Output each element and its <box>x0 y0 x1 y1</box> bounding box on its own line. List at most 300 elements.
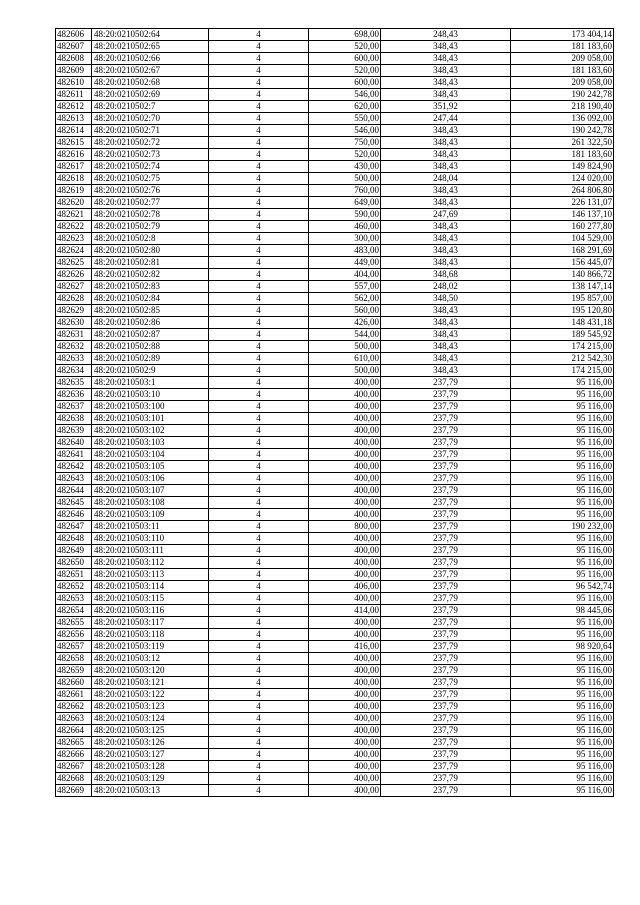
value-cell: 209 058,00 <box>511 77 614 89</box>
category-cell: 4 <box>209 485 309 497</box>
table-row <box>56 161 614 173</box>
table-row <box>56 677 614 689</box>
area-cell: 406,00 <box>309 581 381 593</box>
table-row <box>56 113 614 125</box>
cadastral-number-cell: 48:20:0210502:65 <box>92 41 209 53</box>
rate-cell: 248,02 <box>381 281 511 293</box>
category-cell: 4 <box>209 761 309 773</box>
value-cell: 95 116,00 <box>511 725 614 737</box>
table-row <box>56 701 614 713</box>
row-id-cell: 482652 <box>56 581 92 593</box>
value-cell: 95 116,00 <box>511 629 614 641</box>
category-cell: 4 <box>209 317 309 329</box>
table-row <box>56 437 614 449</box>
rate-cell: 237,79 <box>381 713 511 725</box>
area-cell: 400,00 <box>309 593 381 605</box>
category-cell: 4 <box>209 29 309 41</box>
value-cell: 226 131,07 <box>511 197 614 209</box>
area-cell: 546,00 <box>309 89 381 101</box>
row-id-cell: 482637 <box>56 401 92 413</box>
category-cell: 4 <box>209 365 309 377</box>
rate-cell: 237,79 <box>381 593 511 605</box>
rate-cell: 348,43 <box>381 197 511 209</box>
category-cell: 4 <box>209 689 309 701</box>
rate-cell: 348,43 <box>381 137 511 149</box>
table-row <box>56 473 614 485</box>
area-cell: 400,00 <box>309 569 381 581</box>
rate-cell: 348,43 <box>381 53 511 65</box>
row-id-cell: 482621 <box>56 209 92 221</box>
cadastral-number-cell: 48:20:0210503:119 <box>92 641 209 653</box>
area-cell: 400,00 <box>309 449 381 461</box>
table-row <box>56 221 614 233</box>
cadastral-number-cell: 48:20:0210502:71 <box>92 125 209 137</box>
cadastral-number-cell: 48:20:0210502:67 <box>92 65 209 77</box>
row-id-cell: 482638 <box>56 413 92 425</box>
rate-cell: 237,79 <box>381 665 511 677</box>
rate-cell: 351,92 <box>381 101 511 113</box>
value-cell: 190 242,78 <box>511 89 614 101</box>
rate-cell: 237,79 <box>381 701 511 713</box>
category-cell: 4 <box>209 53 309 65</box>
category-cell: 4 <box>209 425 309 437</box>
table-row <box>56 461 614 473</box>
cadastral-number-cell: 48:20:0210502:8 <box>92 233 209 245</box>
row-id-cell: 482614 <box>56 125 92 137</box>
table-row <box>56 749 614 761</box>
area-cell: 430,00 <box>309 161 381 173</box>
row-id-cell: 482657 <box>56 641 92 653</box>
cadastral-number-cell: 48:20:0210503:109 <box>92 509 209 521</box>
rate-cell: 237,79 <box>381 497 511 509</box>
row-id-cell: 482642 <box>56 461 92 473</box>
category-cell: 4 <box>209 593 309 605</box>
value-cell: 140 866,72 <box>511 269 614 281</box>
row-id-cell: 482616 <box>56 149 92 161</box>
table-row <box>56 641 614 653</box>
table-row <box>56 149 614 161</box>
cadastral-number-cell: 48:20:0210503:120 <box>92 665 209 677</box>
rate-cell: 348,43 <box>381 149 511 161</box>
rate-cell: 237,79 <box>381 725 511 737</box>
area-cell: 400,00 <box>309 653 381 665</box>
area-cell: 520,00 <box>309 65 381 77</box>
area-cell: 400,00 <box>309 749 381 761</box>
category-cell: 4 <box>209 329 309 341</box>
category-cell: 4 <box>209 137 309 149</box>
area-cell: 449,00 <box>309 257 381 269</box>
row-id-cell: 482661 <box>56 689 92 701</box>
category-cell: 4 <box>209 209 309 221</box>
value-cell: 173 404,14 <box>511 29 614 41</box>
cadastral-number-cell: 48:20:0210503:112 <box>92 557 209 569</box>
category-cell: 4 <box>209 449 309 461</box>
table-row <box>56 725 614 737</box>
row-id-cell: 482612 <box>56 101 92 113</box>
cadastral-number-cell: 48:20:0210503:127 <box>92 749 209 761</box>
table-row <box>56 173 614 185</box>
rate-cell: 348,43 <box>381 41 511 53</box>
value-cell: 181 183,60 <box>511 149 614 161</box>
rate-cell: 237,79 <box>381 761 511 773</box>
category-cell: 4 <box>209 185 309 197</box>
area-cell: 400,00 <box>309 473 381 485</box>
rate-cell: 348,43 <box>381 161 511 173</box>
table-row <box>56 137 614 149</box>
value-cell: 98 445,06 <box>511 605 614 617</box>
cadastral-number-cell: 48:20:0210502:73 <box>92 149 209 161</box>
category-cell: 4 <box>209 113 309 125</box>
row-id-cell: 482667 <box>56 761 92 773</box>
category-cell: 4 <box>209 389 309 401</box>
cadastral-number-cell: 48:20:0210502:70 <box>92 113 209 125</box>
area-cell: 426,00 <box>309 317 381 329</box>
row-id-cell: 482654 <box>56 605 92 617</box>
area-cell: 400,00 <box>309 689 381 701</box>
value-cell: 124 020,00 <box>511 173 614 185</box>
value-cell: 95 116,00 <box>511 461 614 473</box>
table-body <box>56 29 614 797</box>
rate-cell: 237,79 <box>381 629 511 641</box>
area-cell: 562,00 <box>309 293 381 305</box>
category-cell: 4 <box>209 149 309 161</box>
area-cell: 483,00 <box>309 245 381 257</box>
table-row <box>56 389 614 401</box>
value-cell: 95 116,00 <box>511 401 614 413</box>
category-cell: 4 <box>209 641 309 653</box>
cadastral-number-cell: 48:20:0210502:68 <box>92 77 209 89</box>
rate-cell: 237,79 <box>381 401 511 413</box>
category-cell: 4 <box>209 125 309 137</box>
value-cell: 95 116,00 <box>511 653 614 665</box>
row-id-cell: 482653 <box>56 593 92 605</box>
table-row <box>56 653 614 665</box>
row-id-cell: 482611 <box>56 89 92 101</box>
value-cell: 148 431,18 <box>511 317 614 329</box>
rate-cell: 348,43 <box>381 305 511 317</box>
value-cell: 95 116,00 <box>511 377 614 389</box>
category-cell: 4 <box>209 545 309 557</box>
table-row <box>56 77 614 89</box>
rate-cell: 237,79 <box>381 641 511 653</box>
rate-cell: 348,43 <box>381 353 511 365</box>
rate-cell: 348,43 <box>381 329 511 341</box>
rate-cell: 348,43 <box>381 317 511 329</box>
category-cell: 4 <box>209 257 309 269</box>
table-row <box>56 737 614 749</box>
area-cell: 400,00 <box>309 545 381 557</box>
category-cell: 4 <box>209 269 309 281</box>
value-cell: 95 116,00 <box>511 473 614 485</box>
area-cell: 400,00 <box>309 377 381 389</box>
rate-cell: 348,43 <box>381 365 511 377</box>
value-cell: 95 116,00 <box>511 713 614 725</box>
cadastral-number-cell: 48:20:0210503:125 <box>92 725 209 737</box>
row-id-cell: 482613 <box>56 113 92 125</box>
row-id-cell: 482606 <box>56 29 92 41</box>
cadastral-number-cell: 48:20:0210502:88 <box>92 341 209 353</box>
area-cell: 520,00 <box>309 149 381 161</box>
area-cell: 400,00 <box>309 485 381 497</box>
rate-cell: 348,43 <box>381 221 511 233</box>
cadastral-number-cell: 48:20:0210503:121 <box>92 677 209 689</box>
row-id-cell: 482610 <box>56 77 92 89</box>
rate-cell: 237,79 <box>381 449 511 461</box>
area-cell: 400,00 <box>309 785 381 797</box>
rate-cell: 348,68 <box>381 269 511 281</box>
category-cell: 4 <box>209 737 309 749</box>
cadastral-number-cell: 48:20:0210503:126 <box>92 737 209 749</box>
rate-cell: 237,79 <box>381 749 511 761</box>
table-row <box>56 581 614 593</box>
area-cell: 800,00 <box>309 521 381 533</box>
area-cell: 400,00 <box>309 677 381 689</box>
area-cell: 400,00 <box>309 509 381 521</box>
category-cell: 4 <box>209 665 309 677</box>
rate-cell: 348,43 <box>381 185 511 197</box>
table-row <box>56 413 614 425</box>
cadastral-number-cell: 48:20:0210503:102 <box>92 425 209 437</box>
rate-cell: 348,43 <box>381 233 511 245</box>
value-cell: 95 116,00 <box>511 425 614 437</box>
area-cell: 400,00 <box>309 437 381 449</box>
table-row <box>56 449 614 461</box>
rate-cell: 348,43 <box>381 245 511 257</box>
row-id-cell: 482634 <box>56 365 92 377</box>
table-row <box>56 101 614 113</box>
cadastral-number-cell: 48:20:0210503:128 <box>92 761 209 773</box>
row-id-cell: 482617 <box>56 161 92 173</box>
row-id-cell: 482646 <box>56 509 92 521</box>
row-id-cell: 482658 <box>56 653 92 665</box>
row-id-cell: 482668 <box>56 773 92 785</box>
rate-cell: 237,79 <box>381 581 511 593</box>
rate-cell: 237,79 <box>381 569 511 581</box>
category-cell: 4 <box>209 557 309 569</box>
rate-cell: 237,79 <box>381 557 511 569</box>
category-cell: 4 <box>209 305 309 317</box>
value-cell: 95 116,00 <box>511 437 614 449</box>
category-cell: 4 <box>209 713 309 725</box>
table-row <box>56 485 614 497</box>
category-cell: 4 <box>209 281 309 293</box>
category-cell: 4 <box>209 533 309 545</box>
value-cell: 181 183,60 <box>511 65 614 77</box>
value-cell: 95 116,00 <box>511 509 614 521</box>
rate-cell: 237,79 <box>381 533 511 545</box>
table-row <box>56 125 614 137</box>
area-cell: 400,00 <box>309 497 381 509</box>
area-cell: 500,00 <box>309 341 381 353</box>
category-cell: 4 <box>209 341 309 353</box>
row-id-cell: 482665 <box>56 737 92 749</box>
value-cell: 160 277,80 <box>511 221 614 233</box>
table-row <box>56 377 614 389</box>
value-cell: 95 116,00 <box>511 533 614 545</box>
category-cell: 4 <box>209 509 309 521</box>
category-cell: 4 <box>209 749 309 761</box>
area-cell: 760,00 <box>309 185 381 197</box>
table-row <box>56 545 614 557</box>
category-cell: 4 <box>209 461 309 473</box>
cadastral-number-cell: 48:20:0210503:111 <box>92 545 209 557</box>
cadastral-number-cell: 48:20:0210503:117 <box>92 617 209 629</box>
table-row <box>56 665 614 677</box>
category-cell: 4 <box>209 773 309 785</box>
category-cell: 4 <box>209 101 309 113</box>
row-id-cell: 482648 <box>56 533 92 545</box>
cadastral-number-cell: 48:20:0210502:77 <box>92 197 209 209</box>
row-id-cell: 482643 <box>56 473 92 485</box>
row-id-cell: 482651 <box>56 569 92 581</box>
value-cell: 156 445,07 <box>511 257 614 269</box>
cadastral-number-cell: 48:20:0210502:80 <box>92 245 209 257</box>
cadastral-number-cell: 48:20:0210503:115 <box>92 593 209 605</box>
area-cell: 416,00 <box>309 641 381 653</box>
table-row <box>56 293 614 305</box>
category-cell: 4 <box>209 65 309 77</box>
cadastral-number-cell: 48:20:0210502:74 <box>92 161 209 173</box>
cadastral-number-cell: 48:20:0210503:13 <box>92 785 209 797</box>
table-row <box>56 425 614 437</box>
cadastral-number-cell: 48:20:0210503:106 <box>92 473 209 485</box>
value-cell: 212 542,30 <box>511 353 614 365</box>
area-cell: 460,00 <box>309 221 381 233</box>
cadastral-number-cell: 48:20:0210503:101 <box>92 413 209 425</box>
rate-cell: 248,43 <box>381 29 511 41</box>
cadastral-number-cell: 48:20:0210503:116 <box>92 605 209 617</box>
category-cell: 4 <box>209 701 309 713</box>
rate-cell: 237,79 <box>381 605 511 617</box>
value-cell: 95 116,00 <box>511 749 614 761</box>
value-cell: 95 116,00 <box>511 785 614 797</box>
cadastral-number-cell: 48:20:0210502:83 <box>92 281 209 293</box>
cadastral-number-cell: 48:20:0210502:87 <box>92 329 209 341</box>
category-cell: 4 <box>209 653 309 665</box>
value-cell: 149 824,90 <box>511 161 614 173</box>
category-cell: 4 <box>209 41 309 53</box>
value-cell: 95 116,00 <box>511 665 614 677</box>
row-id-cell: 482619 <box>56 185 92 197</box>
area-cell: 400,00 <box>309 629 381 641</box>
value-cell: 218 190,40 <box>511 101 614 113</box>
rate-cell: 237,79 <box>381 677 511 689</box>
rate-cell: 247,44 <box>381 113 511 125</box>
rate-cell: 237,79 <box>381 617 511 629</box>
rate-cell: 237,79 <box>381 437 511 449</box>
table-row <box>56 629 614 641</box>
table-row <box>56 269 614 281</box>
value-cell: 195 857,00 <box>511 293 614 305</box>
area-cell: 404,00 <box>309 269 381 281</box>
cadastral-number-cell: 48:20:0210503:113 <box>92 569 209 581</box>
value-cell: 95 116,00 <box>511 617 614 629</box>
value-cell: 95 116,00 <box>511 545 614 557</box>
value-cell: 95 116,00 <box>511 449 614 461</box>
value-cell: 95 116,00 <box>511 389 614 401</box>
category-cell: 4 <box>209 497 309 509</box>
table-row <box>56 557 614 569</box>
category-cell: 4 <box>209 377 309 389</box>
rate-cell: 237,79 <box>381 545 511 557</box>
cadastral-number-cell: 48:20:0210503:123 <box>92 701 209 713</box>
cadastral-number-cell: 48:20:0210502:89 <box>92 353 209 365</box>
value-cell: 95 116,00 <box>511 737 614 749</box>
area-cell: 546,00 <box>309 125 381 137</box>
row-id-cell: 482647 <box>56 521 92 533</box>
area-cell: 520,00 <box>309 41 381 53</box>
category-cell: 4 <box>209 413 309 425</box>
category-cell: 4 <box>209 437 309 449</box>
cadastral-number-cell: 48:20:0210503:129 <box>92 773 209 785</box>
category-cell: 4 <box>209 233 309 245</box>
area-cell: 400,00 <box>309 665 381 677</box>
cadastral-number-cell: 48:20:0210503:10 <box>92 389 209 401</box>
category-cell: 4 <box>209 473 309 485</box>
cadastral-number-cell: 48:20:0210503:122 <box>92 689 209 701</box>
table-row <box>56 245 614 257</box>
area-cell: 750,00 <box>309 137 381 149</box>
value-cell: 168 291,69 <box>511 245 614 257</box>
value-cell: 190 242,78 <box>511 125 614 137</box>
area-cell: 400,00 <box>309 413 381 425</box>
row-id-cell: 482627 <box>56 281 92 293</box>
area-cell: 400,00 <box>309 725 381 737</box>
value-cell: 95 116,00 <box>511 689 614 701</box>
table-row <box>56 89 614 101</box>
cadastral-number-cell: 48:20:0210503:100 <box>92 401 209 413</box>
row-id-cell: 482636 <box>56 389 92 401</box>
cadastral-number-cell: 48:20:0210503:124 <box>92 713 209 725</box>
rate-cell: 237,79 <box>381 737 511 749</box>
category-cell: 4 <box>209 401 309 413</box>
value-cell: 95 116,00 <box>511 557 614 569</box>
category-cell: 4 <box>209 521 309 533</box>
rate-cell: 348,43 <box>381 125 511 137</box>
area-cell: 550,00 <box>309 113 381 125</box>
category-cell: 4 <box>209 89 309 101</box>
cadastral-number-cell: 48:20:0210503:103 <box>92 437 209 449</box>
value-cell: 209 058,00 <box>511 53 614 65</box>
row-id-cell: 482639 <box>56 425 92 437</box>
value-cell: 136 092,00 <box>511 113 614 125</box>
row-id-cell: 482655 <box>56 617 92 629</box>
table-row <box>56 533 614 545</box>
category-cell: 4 <box>209 569 309 581</box>
table-row <box>56 713 614 725</box>
category-cell: 4 <box>209 173 309 185</box>
row-id-cell: 482608 <box>56 53 92 65</box>
row-id-cell: 482630 <box>56 317 92 329</box>
table-row <box>56 689 614 701</box>
table-row <box>56 29 614 41</box>
category-cell: 4 <box>209 677 309 689</box>
area-cell: 649,00 <box>309 197 381 209</box>
row-id-cell: 482607 <box>56 41 92 53</box>
table-row <box>56 365 614 377</box>
value-cell: 98 920,64 <box>511 641 614 653</box>
row-id-cell: 482664 <box>56 725 92 737</box>
area-cell: 400,00 <box>309 533 381 545</box>
value-cell: 181 183,60 <box>511 41 614 53</box>
value-cell: 95 116,00 <box>511 497 614 509</box>
area-cell: 600,00 <box>309 77 381 89</box>
cadastral-number-cell: 48:20:0210502:84 <box>92 293 209 305</box>
category-cell: 4 <box>209 77 309 89</box>
table-row <box>56 185 614 197</box>
value-cell: 95 116,00 <box>511 761 614 773</box>
rate-cell: 247,69 <box>381 209 511 221</box>
